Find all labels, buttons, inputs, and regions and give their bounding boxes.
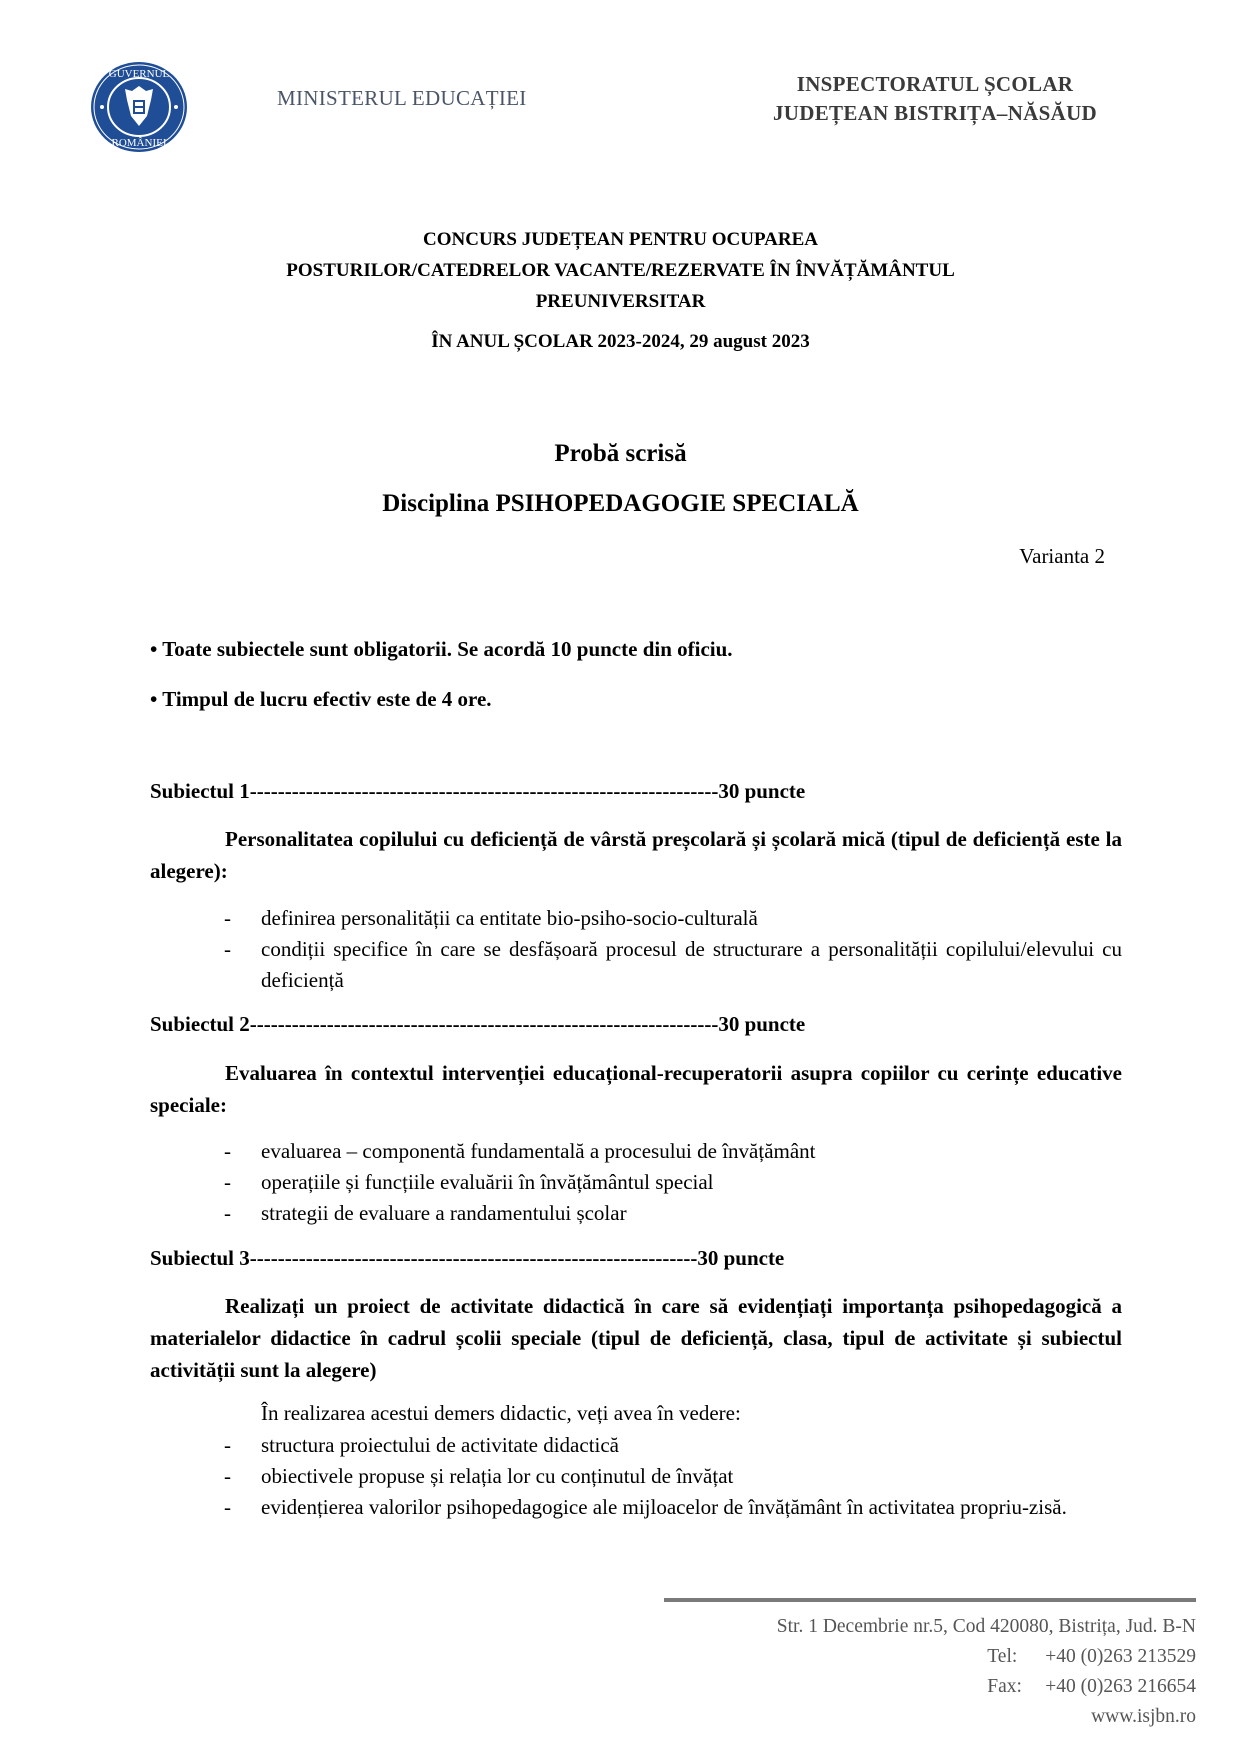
subject-1-prompt: Personalitatea copilului cu deficiență de vârstă preșcolară și școlară mică (tipul de deficiență este la alegere): (150, 827, 1122, 883)
list-item: - strategii de evaluare a randamentului școlar (224, 1201, 627, 1225)
svg-text:ROMÂNIEI: ROMÂNIEI (111, 137, 167, 149)
exam-discipline: Disciplina PSIHOPEDAGOGIE SPECIALĂ (382, 490, 859, 517)
subject-2-heading: Subiectul 2-------------------------------------------------------------------30 puncte (150, 1012, 806, 1036)
list-item: - evaluarea – componentă fundamentală a procesului de învățământ (224, 1139, 816, 1163)
contest-title (0, 224, 1241, 317)
subject-1-list (224, 903, 1122, 996)
exam-variant: Varianta 2 (1019, 544, 1105, 568)
list-item: - evidențierea valorilor psihopedagogice ale mijloacelor de învățământ în activitatea propriu-zisă. (224, 1495, 1067, 1519)
svg-text:GUVERNUL: GUVERNUL (108, 68, 170, 80)
title-line-3: PREUNIVERSITAR (535, 291, 706, 312)
school-year-date: ÎN ANUL ȘCOLAR 2023-2024, 29 august 2023 (431, 331, 810, 352)
footer-tel: Tel: +40 (0)263 213529 (987, 1646, 1196, 1667)
exam-type: Probă scrisă (554, 440, 687, 467)
subject-2-prompt: Evaluarea în contextul intervenției educațional-recuperatorii asupra copiilor cu cerințe educative speciale: (150, 1061, 1122, 1117)
footer-contact (777, 1612, 1196, 1732)
inspectorate-line-1: INSPECTORATUL ȘCOLAR (796, 72, 1074, 96)
subject-3-heading: Subiectul 3----------------------------------------------------------------30 puncte (150, 1246, 785, 1270)
list-item: - obiectivele propuse și relația lor cu conținutul de învățat (224, 1464, 734, 1488)
inspectorate-line-2: JUDEȚEAN BISTRIȚA–NĂSĂUD (772, 101, 1097, 125)
subject-2-list (224, 1136, 1122, 1229)
list-item: - condiții specifice în care se desfășoară procesul de structurare a personalității copilului/elevului cu deficiență (224, 937, 1122, 992)
list-item: - operațiile și funcțiile evaluării în învățământul special (224, 1170, 714, 1194)
subject-3-prompt: Realizați un proiect de activitate didactică în care să evidențiați importanța psihopedagogică a materialelor didactice în cadrul școlii speciale (tipul de deficiență, clasa, tipul de activitate și subiectul activității sunt la alegere) (150, 1294, 1122, 1382)
note-time: • Timpul de lucru efectiv este de 4 ore. (150, 687, 492, 711)
subject-1-heading: Subiectul 1-------------------------------------------------------------------30 puncte (150, 779, 806, 803)
list-item: - structura proiectului de activitate didactică (224, 1433, 620, 1457)
list-item: - definirea personalității ca entitate bio-psiho-socio-culturală (224, 906, 758, 930)
government-logo (89, 60, 189, 154)
footer-fax: Fax: +40 (0)263 216654 (987, 1676, 1196, 1697)
government-of-romania-seal-icon (89, 60, 189, 154)
ministry-name: MINISTERUL EDUCAȚIEI (277, 86, 527, 110)
subject-3-list (224, 1430, 1122, 1523)
footer-divider (664, 1598, 1196, 1602)
inspectorate-name (735, 70, 1135, 128)
note-mandatory: • Toate subiectele sunt obligatorii. Se acordă 10 puncte din oficiu. (150, 637, 733, 661)
title-line-2: POSTURILOR/CATEDRELOR VACANTE/REZERVATE ÎN ÎNVĂȚĂMÂNTUL (286, 260, 955, 281)
footer-website-link[interactable]: www.isjbn.ro (1091, 1706, 1196, 1727)
footer-address: Str. 1 Decembrie nr.5, Cod 420080, Bistrița, Jud. B-N (776, 1616, 1196, 1637)
subject-3-intro: În realizarea acestui demers didactic, veți avea în vedere: (261, 1401, 741, 1425)
title-line-1: CONCURS JUDEȚEAN PENTRU OCUPAREA (423, 229, 818, 250)
